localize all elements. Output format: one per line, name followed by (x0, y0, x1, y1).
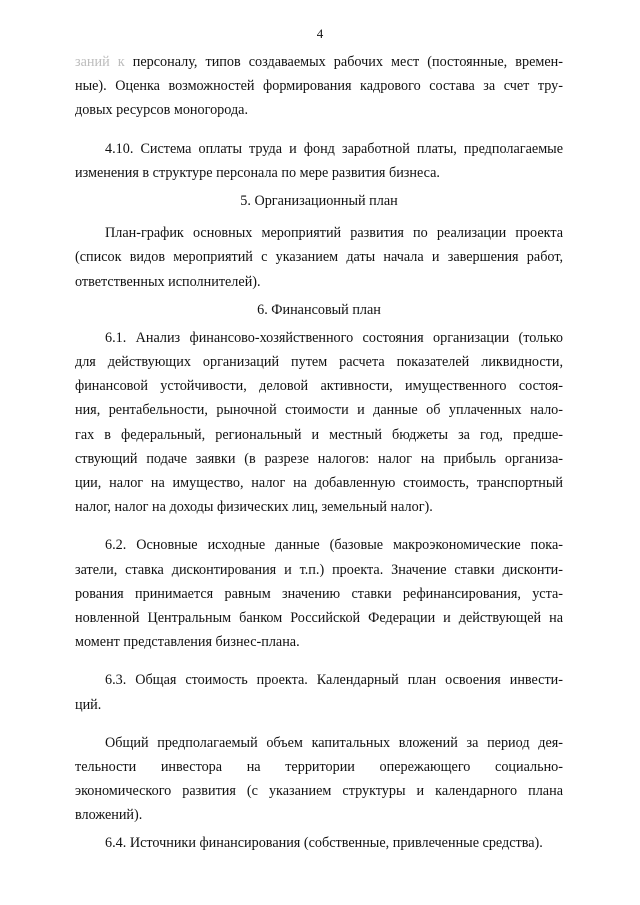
paragraph (75, 731, 563, 828)
text-line: ответственных исполнителей). (75, 273, 261, 290)
text-line: тельности инвестора на территории опережающего социально- (75, 758, 563, 775)
text-line: довых ресурсов моногорода. (75, 102, 249, 119)
text-line: ные). Оценка возможностей формирования кадрового состава за счет тру- (75, 78, 563, 95)
text-line: Общий предполагаемый объем капитальных вложений за период дея- (105, 734, 563, 751)
text-line: финансовой устойчивости, деловой активности, имущественного состоя- (75, 378, 563, 395)
section-heading: 6. Финансовый план (257, 301, 381, 318)
text-line: ния, рентабельности, рыночной стоимости и данные об уплаченных нало- (75, 402, 563, 419)
text-line: для действующих организаций путем расчета показателей ликвидности, (75, 354, 563, 371)
text-line: экономического развития (с указанием структуры и календарного плана (75, 783, 563, 800)
line-text: персоналу, типов создаваемых рабочих мест (постоянные, времен- (132, 54, 563, 70)
text-line: 6.2. Основные исходные данные (базовые макроэкономические пока- (105, 537, 563, 554)
text-line: 6.3. Общая стоимость проекта. Календарный план освоения инвести- (105, 672, 563, 689)
text-line: гах в федеральный, региональный и местный бюджеты за год, предше- (75, 426, 563, 443)
page-number: 4 (316, 26, 324, 41)
section-heading: 5. Организационный план (240, 192, 398, 209)
faded-text: заний к (75, 54, 133, 70)
paragraph (75, 137, 563, 185)
text-line: ствующий подаче заявки (в разрезе налогов: налог на прибыль организа- (75, 450, 563, 467)
text-line: План-график основных мероприятий развития по реализации проекта (105, 225, 563, 242)
paragraph (75, 533, 563, 654)
text-line: налог, налог на доходы физических лиц, земельный налог). (75, 499, 433, 516)
paragraph (75, 831, 563, 855)
paragraph (75, 50, 563, 123)
text-line: затели, ставка дисконтирования и т.п.) проекта. Значение ставки дисконти- (75, 561, 563, 578)
text-line: ции, налог на имущество, налог на добавленную стоимость, транспортный (75, 475, 563, 491)
text-line: 6.1. Анализ финансово-хозяйственного состояния организации (только (105, 329, 563, 346)
paragraph (75, 221, 563, 294)
text-line: (список видов мероприятий с указанием даты начала и завершения работ, (75, 249, 563, 266)
text-line: момент представления бизнес-плана. (75, 634, 300, 651)
text-line: 6.4. Источники финансирования (собственные, привлеченные средства). (105, 835, 543, 852)
text-line: ций. (75, 696, 102, 713)
document-body (75, 50, 563, 856)
text-line: 4.10. Система оплаты труда и фонд заработной платы, предполагаемые (105, 140, 563, 157)
text-line: новленной Центральным банком Российской Федерации и действующей на (75, 609, 563, 626)
text-line: рования принимается равным значению ставки рефинансирования, уста- (75, 585, 563, 602)
text-line: вложений). (75, 807, 143, 824)
text-line: изменения в структуре персонала по мере развития бизнеса. (75, 164, 440, 181)
paragraph (75, 668, 563, 716)
paragraph (75, 326, 563, 520)
text-line (75, 50, 563, 74)
